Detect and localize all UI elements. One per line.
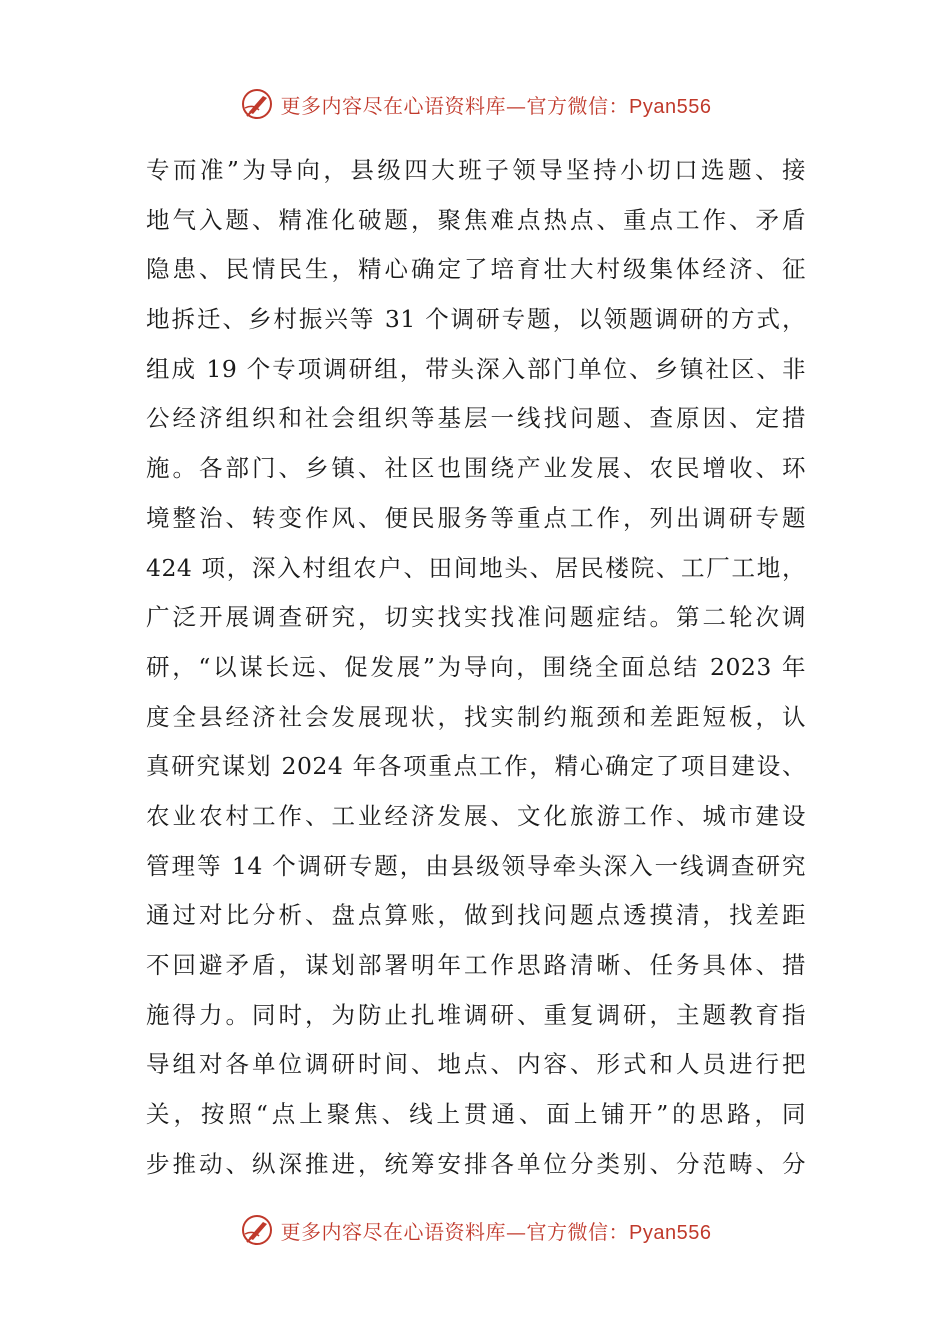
body-line: 步推动、纵深推进，统筹安排各单位分类别、分范畴、分: [146, 1149, 806, 1178]
body-line: 地气入题、精准化破题，聚焦难点热点、重点工作、矛盾: [146, 205, 806, 234]
pen-logo-icon: [239, 86, 275, 122]
body-line: 研，“以谋长远、促发展”为导向，围绕全面总结 2023 年: [146, 652, 806, 681]
body-line: 专而准”为导向，县级四大班子领导坚持小切口选题、接: [146, 156, 806, 184]
body-line: 施得力。同时，为防止扎堆调研、重复调研，主题教育指: [146, 1000, 806, 1029]
pen-logo-icon: [239, 1212, 275, 1248]
footer-wechat-id: Pyan556: [629, 1221, 712, 1244]
body-line: 组成 19 个专项调研组，带头深入部门单位、乡镇社区、非: [146, 354, 806, 383]
body-line: 导组对各单位调研时间、地点、内容、形式和人员进行把: [146, 1050, 806, 1079]
footer-banner-label: 更多内容尽在心语资料库—官方微信：: [280, 1219, 630, 1244]
body-line: 424 项，深入村组农户、田间地头、居民楼院、工厂工地，: [146, 553, 806, 582]
body-line: 隐患、民情民生，精心确定了培育壮大村级集体经济、征: [146, 255, 806, 284]
body-line: 通过对比分析、盘点算账，做到找问题点透摸清，找差距: [146, 901, 806, 930]
body-line: 境整治、转变作风、便民服务等重点工作，列出调研专题: [146, 503, 806, 532]
body-line: 农业农村工作、工业经济发展、文化旅游工作、城市建设: [146, 801, 806, 830]
body-line: 广泛开展调查研究，切实找实找准问题症结。第二轮次调: [146, 603, 806, 632]
body-line: 真研究谋划 2024 年各项重点工作，精心确定了项目建设、: [146, 752, 806, 781]
body-line: 度全县经济社会发展现状，找实制约瓶颈和差距短板，认: [146, 702, 806, 731]
body-line: 地拆迁、乡村振兴等 31 个调研专题，以领题调研的方式，: [146, 305, 806, 334]
footer-banner-text: [281, 1216, 712, 1245]
body-line: 管理等 14 个调研专题，由县级领导牵头深入一线调查研究: [146, 851, 806, 880]
header-banner-label: 更多内容尽在心语资料库—官方微信：: [280, 93, 630, 118]
header-wechat-id: Pyan556: [629, 95, 712, 118]
body-line: 施。各部门、乡镇、社区也围绕产业发展、农民增收、环: [146, 454, 806, 483]
document-body: [146, 146, 806, 1189]
header-banner: [0, 82, 950, 126]
body-line: 不回避矛盾，谋划部署明年工作思路清晰、任务具体、措: [146, 951, 806, 979]
body-line: 公经济组织和社会组织等基层一线找问题、查原因、定措: [146, 404, 806, 433]
header-banner-text: [281, 90, 712, 119]
footer-banner: [0, 1208, 950, 1252]
body-line: 关，按照“点上聚焦、线上贯通、面上铺开”的思路，同: [146, 1100, 806, 1129]
